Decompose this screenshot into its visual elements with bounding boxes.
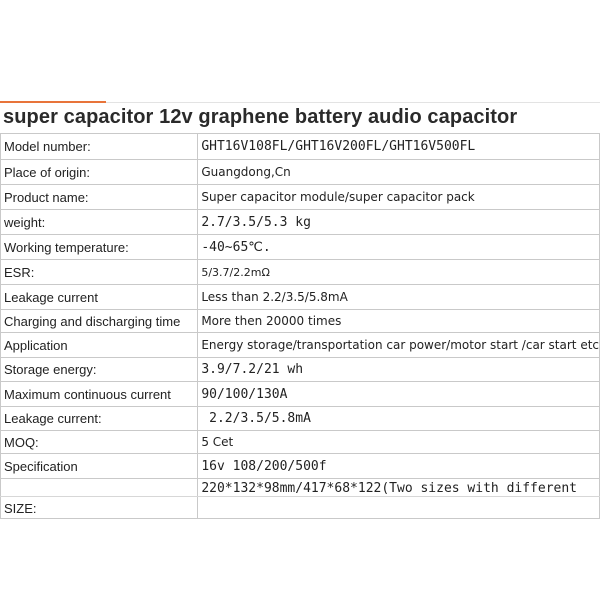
spec-label-storage-energy: Storage energy:: [1, 358, 198, 382]
spec-label-size: SIZE:: [1, 479, 198, 519]
table-row: [1, 185, 600, 210]
spec-value-size: 220*132*98mm/417*68*122(Two sizes with different: [198, 479, 600, 519]
spec-value-moq: 5 Cet: [198, 431, 600, 454]
table-row: [1, 260, 600, 285]
table-row: [1, 382, 600, 407]
spec-value-working-temperature: -40~65℃.: [198, 235, 600, 260]
spec-label-leakage-current: Leakage current: [1, 285, 198, 310]
spec-label-model-number: Model number:: [1, 134, 198, 160]
spec-label-max-continuous-current: Maximum continuous current: [1, 382, 198, 407]
table-row: [1, 333, 600, 358]
spec-value-weight: 2.7/3.5/5.3 kg: [198, 210, 600, 235]
table-row: [1, 479, 600, 519]
header-accent-line: [0, 101, 106, 103]
spec-value-leakage-current-2: 2.2/3.5/5.8mA: [198, 407, 600, 431]
spec-value-model-number: GHT16V108FL/GHT16V200FL/GHT16V500FL: [198, 134, 600, 160]
table-row: [1, 358, 600, 382]
spec-label-specification: Specification: [1, 454, 198, 479]
spec-table: [0, 133, 600, 519]
spec-value-esr: 5/3.7/2.2mΩ: [198, 260, 600, 285]
page-title: super capacitor 12v graphene battery audio capacitor: [3, 106, 518, 128]
table-row: [1, 134, 600, 160]
table-row: [1, 160, 600, 185]
table-row: [1, 454, 600, 479]
spec-value-leakage-current: Less than 2.2/3.5/5.8mA: [198, 285, 600, 310]
spec-table-viewport: [0, 133, 600, 516]
spec-value-max-continuous-current: 90/100/130A: [198, 382, 600, 407]
spec-value-charging-discharging-time: More then 20000 times: [198, 310, 600, 333]
spec-label-moq: MOQ:: [1, 431, 198, 454]
spec-label-esr: ESR:: [1, 260, 198, 285]
spec-label-product-name: Product name:: [1, 185, 198, 210]
table-row: [1, 407, 600, 431]
table-bottom-edge: [0, 496, 600, 497]
spec-label-weight: weight:: [1, 210, 198, 235]
spec-label-leakage-current-2: Leakage current:: [1, 407, 198, 431]
spec-value-product-name: Super capacitor module/super capacitor pack: [198, 185, 600, 210]
spec-label-place-of-origin: Place of origin:: [1, 160, 198, 185]
spec-value-specification: 16v 108/200/500f: [198, 454, 600, 479]
table-row: [1, 210, 600, 235]
table-row: [1, 235, 600, 260]
header-divider: [106, 102, 600, 103]
spec-label-charging-discharging-time: Charging and discharging time: [1, 310, 198, 333]
table-row: [1, 285, 600, 310]
spec-label-application: Application: [1, 333, 198, 358]
spec-value-place-of-origin: Guangdong,Cn: [198, 160, 600, 185]
spec-label-working-temperature: Working temperature:: [1, 235, 198, 260]
table-row: [1, 310, 600, 333]
spec-value-storage-energy: 3.9/7.2/21 wh: [198, 358, 600, 382]
table-row: [1, 431, 600, 454]
spec-value-application: Energy storage/transportation car power/motor start /car start etc: [198, 333, 600, 358]
